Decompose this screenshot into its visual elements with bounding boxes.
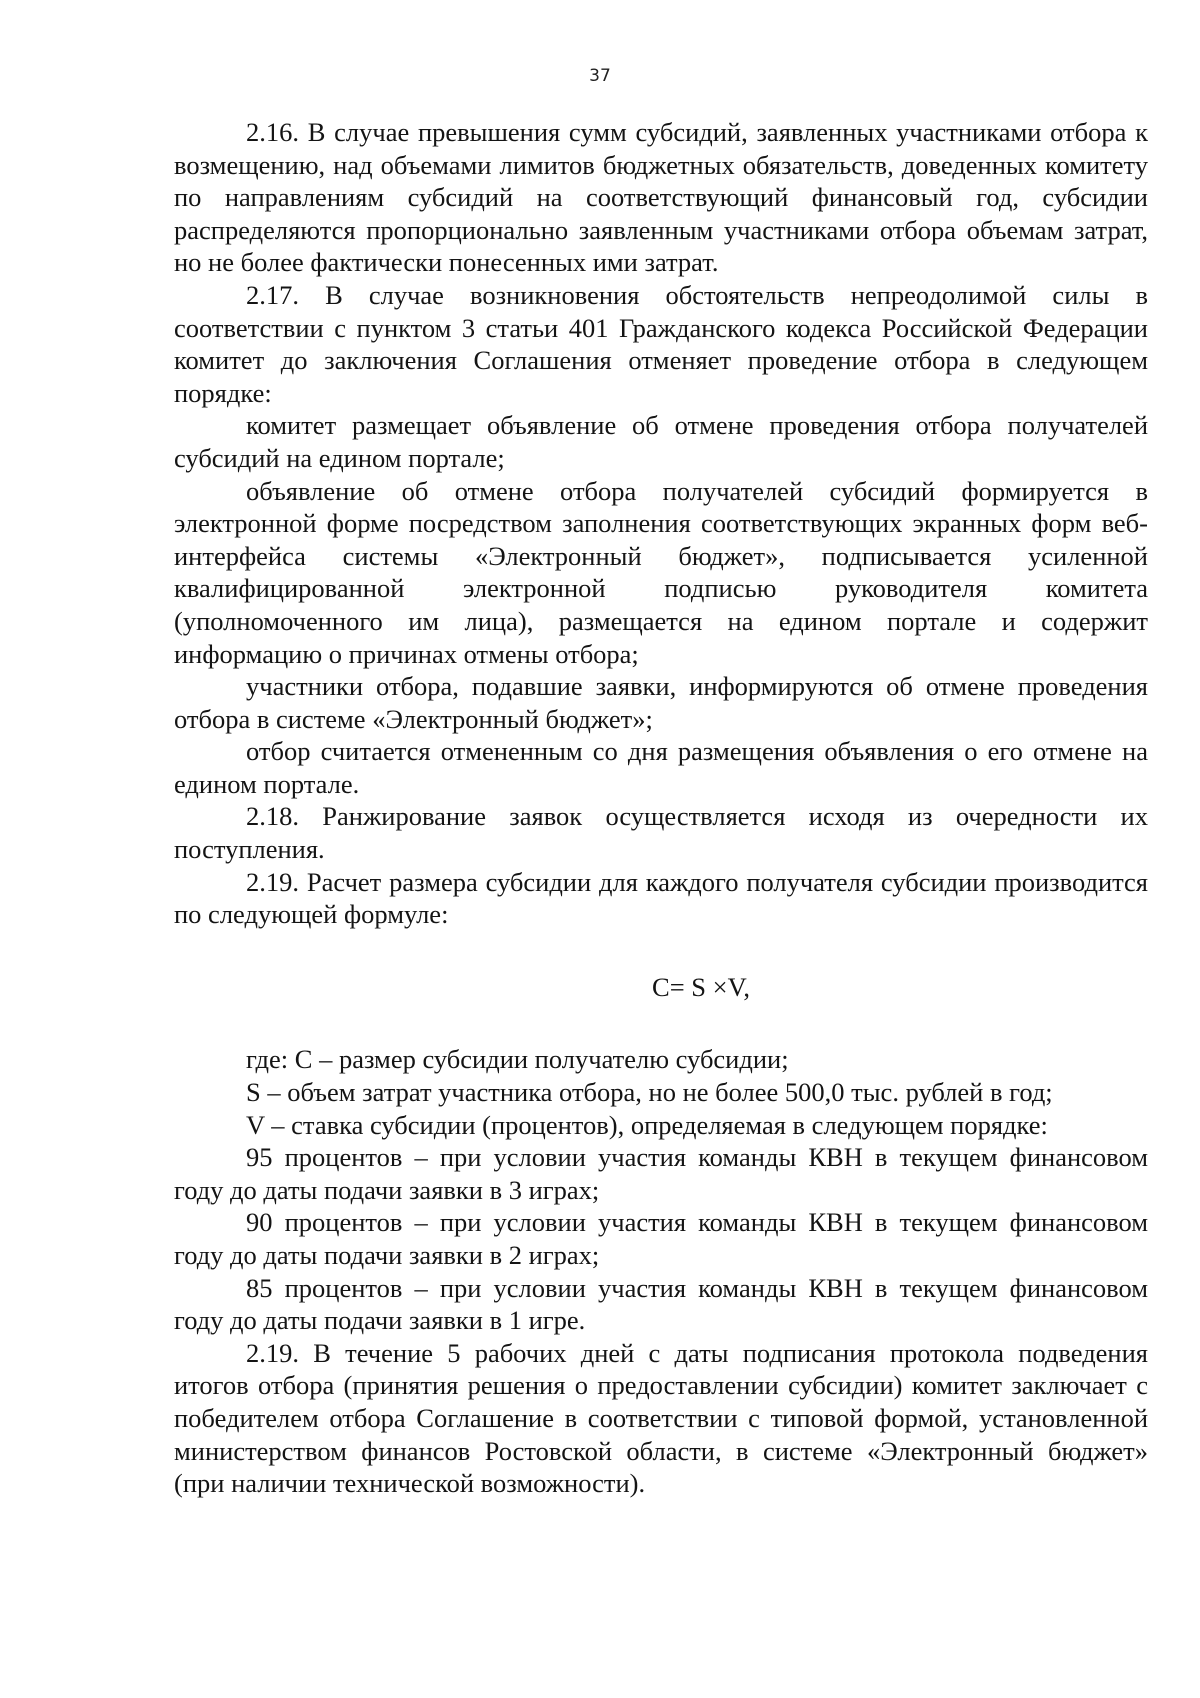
paragraph-where-c: где: С – размер субсидии получателю субсидии; <box>246 1044 789 1075</box>
paragraph-2-17: 2.17. В случае возникновения обстоятельств непреодолимой силы в соответствии с пунктом 3 статьи 401 Гражданского кодекса Российской Федерации комитет до заключения Соглашения отменяет проведение отбора в следующем порядке: <box>174 279 1148 408</box>
paragraph-rate-90: 90 процентов – при условии участия команды КВН в текущем финансовом году до даты подачи заявки в 2 играх; <box>174 1207 1148 1270</box>
document-body <box>174 116 1148 1500</box>
paragraph-rate-85: 85 процентов – при условии участия команды КВН в текущем финансовом году до даты подачи заявки в 1 игре. <box>174 1272 1148 1336</box>
paragraph-rate-95: 95 процентов – при условии участия команды КВН в текущем финансовом году до даты подачи заявки в 3 играх; <box>174 1142 1148 1205</box>
paragraph-2-19-agreement: 2.19. В течение 5 рабочих дней с даты подписания протокола подведения итогов отбора (принятия решения о предоставлении субсидии) комитет заключает с победителем отбора Соглашение в соответствии с типовой формой, установленной министерством финансов Ростовской области, в системе «Электронный бюджет» (при наличии технической возможности). <box>174 1337 1148 1499</box>
paragraph-cancel-notice: комитет размещает объявление об отмене проведения отбора получателей субсидий на едином портале; <box>174 410 1148 473</box>
paragraph-participants-informed: участники отбора, подавшие заявки, информируются об отмене проведения отбора в системе «Электронный бюджет»; <box>174 671 1148 734</box>
formula: С= S ×V, <box>652 971 750 1002</box>
paragraph-cancel-effective: отбор считается отмененным со дня размещения объявления о его отмене на едином портале. <box>174 736 1148 799</box>
paragraph-2-18: 2.18. Ранжирование заявок осуществляется исходя из очередности их поступления. <box>174 801 1148 865</box>
paragraph-2-19-formula-intro: 2.19. Расчет размера субсидии для каждого получателя субсидии производится по следующей формуле: <box>174 866 1148 930</box>
paragraph-cancel-form: объявление об отмене отбора получателей субсидий формируется в электронной форме посредством заполнения соответствующих экранных форм веб-интерфейса системы «Электронный бюджет», подписывается усиленной квалифицированной электронной подписью руководителя комитета (уполномоченного им лица), размещается на едином портале и содержит информацию о причинах отмены отбора; <box>174 475 1148 669</box>
paragraph-2-16: 2.16. В случае превышения сумм субсидий, заявленных участниками отбора к возмещению, над объемами лимитов бюджетных обязательств, доведенных комитету по направлениям субсидий на соответствующий финансовый год, субсидии распределяются пропорционально заявленным участниками отбора объемам затрат, но не более фактически понесенных ими затрат. <box>174 117 1148 278</box>
page-number: 37 <box>589 66 611 86</box>
paragraph-where-s: S – объем затрат участника отбора, но не более 500,0 тыс. рублей в год; <box>246 1077 1053 1108</box>
paragraph-where-v: V – ставка субсидии (процентов), определяемая в следующем порядке: <box>246 1109 1048 1140</box>
